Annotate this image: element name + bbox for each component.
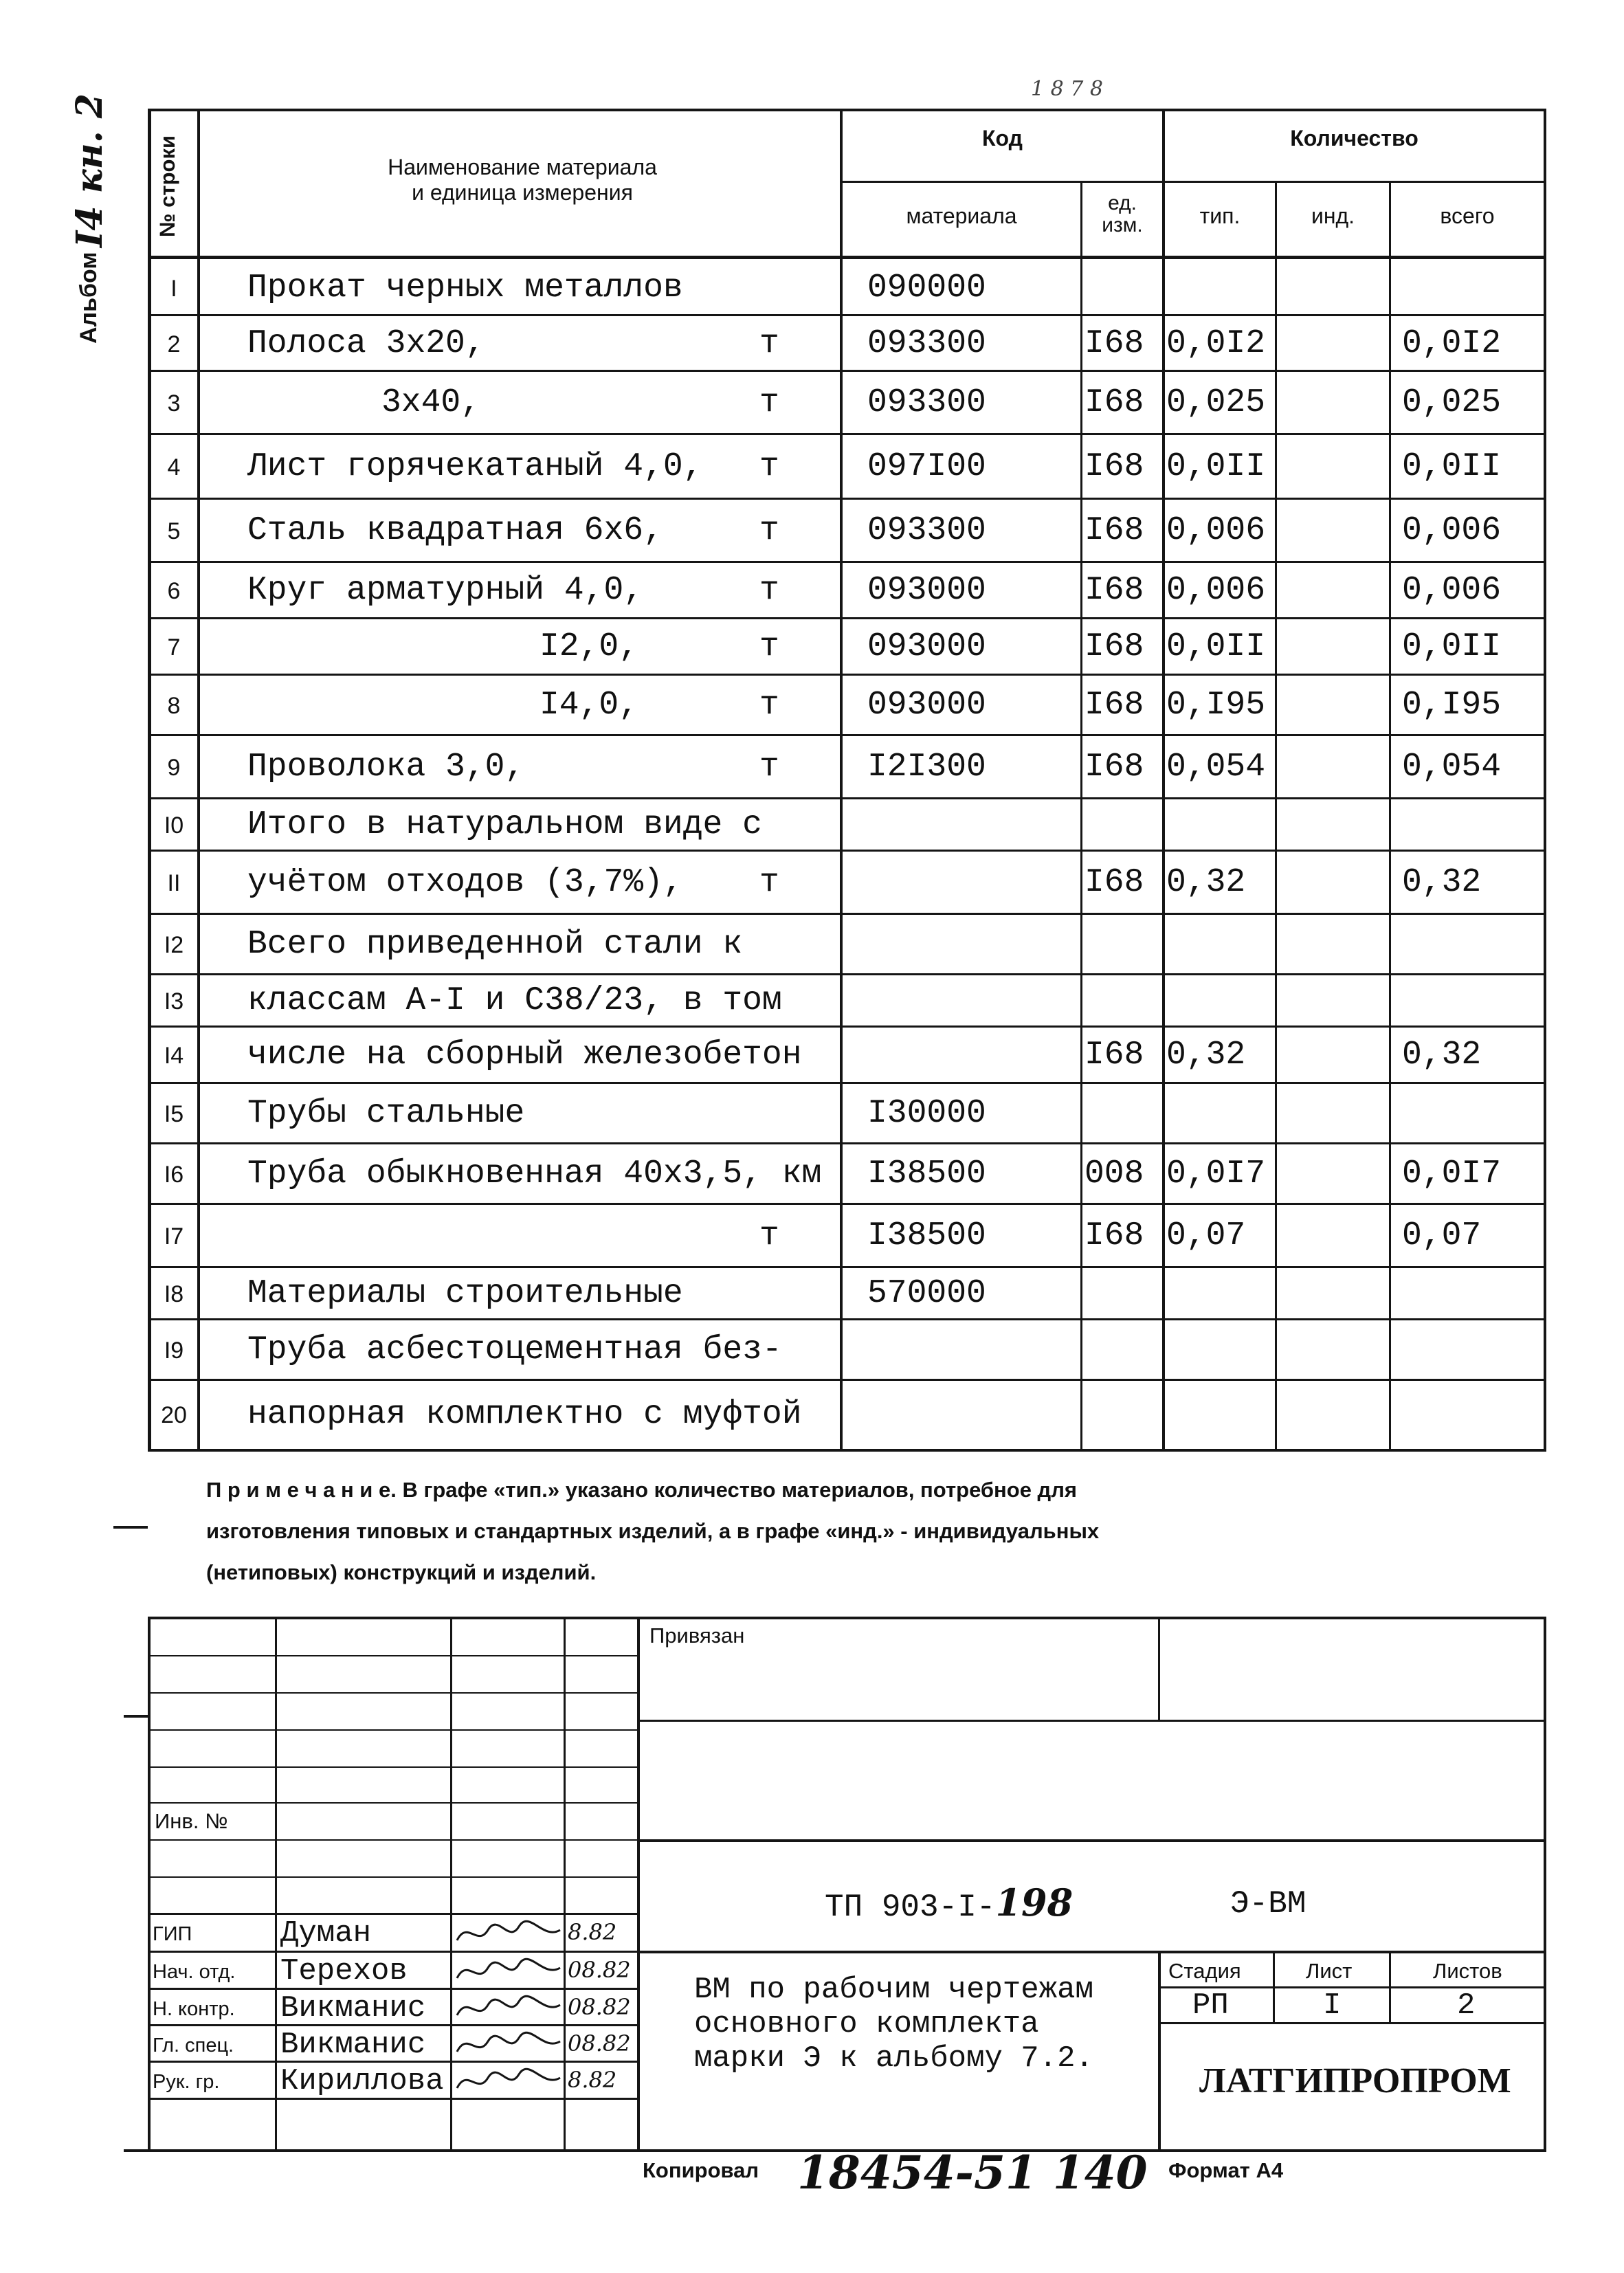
row-separator [148,1318,1546,1320]
privyazan-label: Привязан [649,1623,745,1648]
row-separator [148,1266,1546,1268]
inv-no-label: Инв. № [155,1809,228,1833]
row-number: 2 [167,331,181,357]
row-separator [148,797,1546,799]
row-separator [148,973,1546,975]
row-separator [148,1142,1546,1144]
sheets-label: Листов [1433,1959,1502,1983]
signer-role: ГИП [153,1923,192,1945]
qty-typ: 0,32 [1166,864,1246,901]
material-unit-suffix: т [759,448,779,485]
note-line-3: (нетиповых) конструкций и изделий. [206,1560,597,1584]
material-name: учётом отходов (3,7%), [247,864,683,901]
row-separator [148,617,1546,619]
material-name: Полоса 3х20, [247,324,485,362]
material-name: классам А-I и С38/23, в том [247,982,782,1019]
material-name: Итого в натуральном виде с [247,806,762,843]
title-line-3: марки Э к альбому 7.2. [694,2041,1093,2076]
signer-date: 08.82 [568,2030,631,2056]
row-number: 4 [167,454,181,480]
material-name: напорная комплектно с муфтой [247,1396,802,1433]
header-quantity: Количество [1290,126,1419,151]
row-number: I2 [164,932,184,958]
row-separator [148,1379,1546,1381]
signer-name: Викманис [280,1991,426,2026]
material-code: 093000 [867,687,986,724]
row-separator [148,734,1546,736]
doc-code: ТП 903-I-198 [825,1881,1074,1925]
qty-typ: 0,006 [1166,572,1266,609]
unit-code: I68 [1084,1217,1144,1254]
signer-name: Терехов [280,1954,408,1988]
material-unit-suffix: т [759,572,779,609]
row-separator [148,433,1546,435]
qty-total: 0,054 [1402,749,1502,786]
row-separator [148,314,1546,316]
signer-name: Викманис [280,2028,426,2062]
qty-total: 0,006 [1402,572,1502,609]
title-line-2: основного комплекта [694,2007,1039,2041]
material-name: 3х40, [381,384,481,421]
material-code: I38500 [867,1155,986,1193]
material-code: I30000 [867,1095,986,1132]
organization-name: ЛАТГИПРОПРОМ [1199,2061,1511,2100]
material-name: Круг арматурный 4,0, [247,572,644,609]
material-name: Лист горячекатаный 4,0, [247,448,703,485]
qty-typ: 0,I95 [1166,687,1266,724]
qty-total: 0,0II [1402,628,1502,665]
sheets-value: 2 [1457,1988,1476,2023]
row-separator [148,1025,1546,1028]
material-unit-suffix: т [759,628,779,665]
material-name: Труба асбестоцементная без- [247,1331,782,1368]
qty-total: 0,006 [1402,512,1502,549]
signer-date: 08.82 [568,1994,631,2020]
qty-total: 0,I95 [1402,687,1502,724]
stage-value: РП [1192,1988,1229,2023]
qty-typ: 0,32 [1166,1036,1246,1074]
row-separator [148,1082,1546,1084]
sheet-label: Лист [1306,1959,1353,1983]
material-code: 093300 [867,512,986,549]
signer-role: Рук. гр. [153,2071,220,2093]
row-number: 20 [161,1402,187,1428]
title-line-1: ВМ по рабочим чертежам [694,1973,1093,2007]
row-separator [148,561,1546,563]
signer-date: 8.82 [568,1919,617,1945]
qty-typ: 0,07 [1166,1217,1246,1254]
unit-code: 008 [1084,1155,1144,1193]
material-name: Всего приведенной стали к [247,926,743,963]
row-number: 3 [167,390,181,417]
unit-code: I68 [1084,628,1144,665]
qty-total: 0,0I7 [1402,1155,1502,1193]
signature-scribble [454,1916,564,1951]
material-unit-suffix: т [759,687,779,724]
material-unit-suffix: т [759,512,779,549]
signer-name: Кириллова [280,2064,444,2098]
material-code: 093000 [867,628,986,665]
qty-typ: 0,054 [1166,749,1266,786]
header-material: материала [906,203,1017,228]
qty-typ: 0,0I7 [1166,1155,1266,1193]
signer-date: 08.82 [568,1957,631,1983]
material-unit-suffix: т [759,749,779,786]
material-name: числе на сборный железобетон [247,1036,802,1074]
row-number: I3 [164,988,184,1014]
row-number: 7 [167,634,181,661]
material-name: Труба обыкновенная 40х3,5, км [247,1155,822,1193]
unit-code: I68 [1084,572,1144,609]
copied-label: Копировал [643,2158,759,2182]
material-name: Материалы строительные [247,1275,683,1312]
row-number: 9 [167,755,181,781]
material-name: I4,0, [540,687,639,724]
album-label: Альбом [76,252,102,344]
row-separator [148,674,1546,676]
material-unit-suffix: т [759,1217,779,1254]
material-name: Трубы стальные [247,1095,525,1132]
row-number: 8 [167,693,181,719]
row-separator [148,913,1546,915]
row-number: I7 [164,1223,184,1250]
material-unit-suffix: т [759,384,779,421]
row-number: II [167,870,181,896]
row-separator [148,370,1546,372]
album-code: I4 кн. 2 [69,93,111,247]
material-name: Прокат черных металлов [247,269,683,307]
signer-name: Думан [280,1916,372,1951]
note-line-1: П р и м е ч а н и е. В графе «тип.» указано количество материалов, потребное для [206,1478,1078,1502]
qty-typ: 0,006 [1166,512,1266,549]
qty-typ: 0,0I2 [1166,324,1266,362]
material-code: 570000 [867,1275,986,1312]
top-mark: 1 8 7 8 [1031,77,1103,101]
material-code: 097I00 [867,448,986,485]
unit-code: I68 [1084,448,1144,485]
copied-number: 18454-51 140 [797,2146,1148,2199]
qty-total: 0,0I2 [1402,324,1502,362]
qty-total: 0,07 [1402,1217,1482,1254]
signer-date: 8.82 [568,2067,617,2093]
signature-scribble [454,2064,564,2098]
row-separator [148,850,1546,852]
header-row-no: № строки [155,135,179,237]
signer-role: Нач. отд. [153,1961,236,1983]
header-typ: тип. [1199,203,1241,228]
drawing-mark: Э-ВМ [1230,1886,1306,1922]
qty-typ: 0,0II [1166,628,1266,665]
material-code: 090000 [867,269,986,307]
material-name: Сталь квадратная 6х6, [247,512,663,549]
qty-total: 0,32 [1402,864,1482,901]
row-number: I4 [164,1043,184,1069]
row-separator [148,498,1546,500]
qty-total: 0,32 [1402,1036,1482,1074]
header-code: Код [982,126,1023,151]
stage-label: Стадия [1168,1959,1241,1983]
unit-code: I68 [1084,324,1144,362]
qty-total: 0,025 [1402,384,1502,421]
row-number: I5 [164,1101,184,1127]
unit-code: I68 [1084,512,1144,549]
signer-role: Гл. спец. [153,2034,234,2056]
note-line-2: изготовления типовых и стандартных изделий, а в графе «инд.» - индивидуальных [206,1519,1100,1543]
signature-scribble [454,2028,564,2062]
signature-scribble [454,1991,564,2026]
material-unit-suffix: т [759,324,779,362]
row-separator [148,1203,1546,1205]
material-unit-suffix: т [759,864,779,901]
material-name: Проволока 3,0, [247,749,525,786]
qty-total: 0,0II [1402,448,1502,485]
qty-typ: 0,025 [1166,384,1266,421]
row-number: I9 [164,1338,184,1364]
unit-code: I68 [1084,749,1144,786]
row-number: I6 [164,1162,184,1188]
qty-typ: 0,0II [1166,448,1266,485]
material-code: I2I300 [867,749,986,786]
unit-code: I68 [1084,1036,1144,1074]
header-unit: ед. изм. [1102,192,1143,236]
signer-role: Н. контр. [153,1998,235,2020]
material-code: 093300 [867,324,986,362]
row-number: 5 [167,518,181,544]
format-label: Формат А4 [1168,2158,1284,2182]
row-number: I [170,275,177,302]
signature-scribble [454,1954,564,1988]
header-total: всего [1440,203,1495,228]
unit-code: I68 [1084,384,1144,421]
header-ind: инд. [1311,203,1355,228]
sheet-value: I [1323,1988,1342,2023]
unit-code: I68 [1084,864,1144,901]
row-number: I8 [164,1281,184,1307]
material-code: I38500 [867,1217,986,1254]
material-name: I2,0, [540,628,639,665]
material-code: 093300 [867,384,986,421]
material-code: 093000 [867,572,986,609]
header-name: Наименование материала и единица измерения [388,155,657,205]
unit-code: I68 [1084,687,1144,724]
row-number: 6 [167,578,181,604]
row-number: I0 [164,812,184,839]
